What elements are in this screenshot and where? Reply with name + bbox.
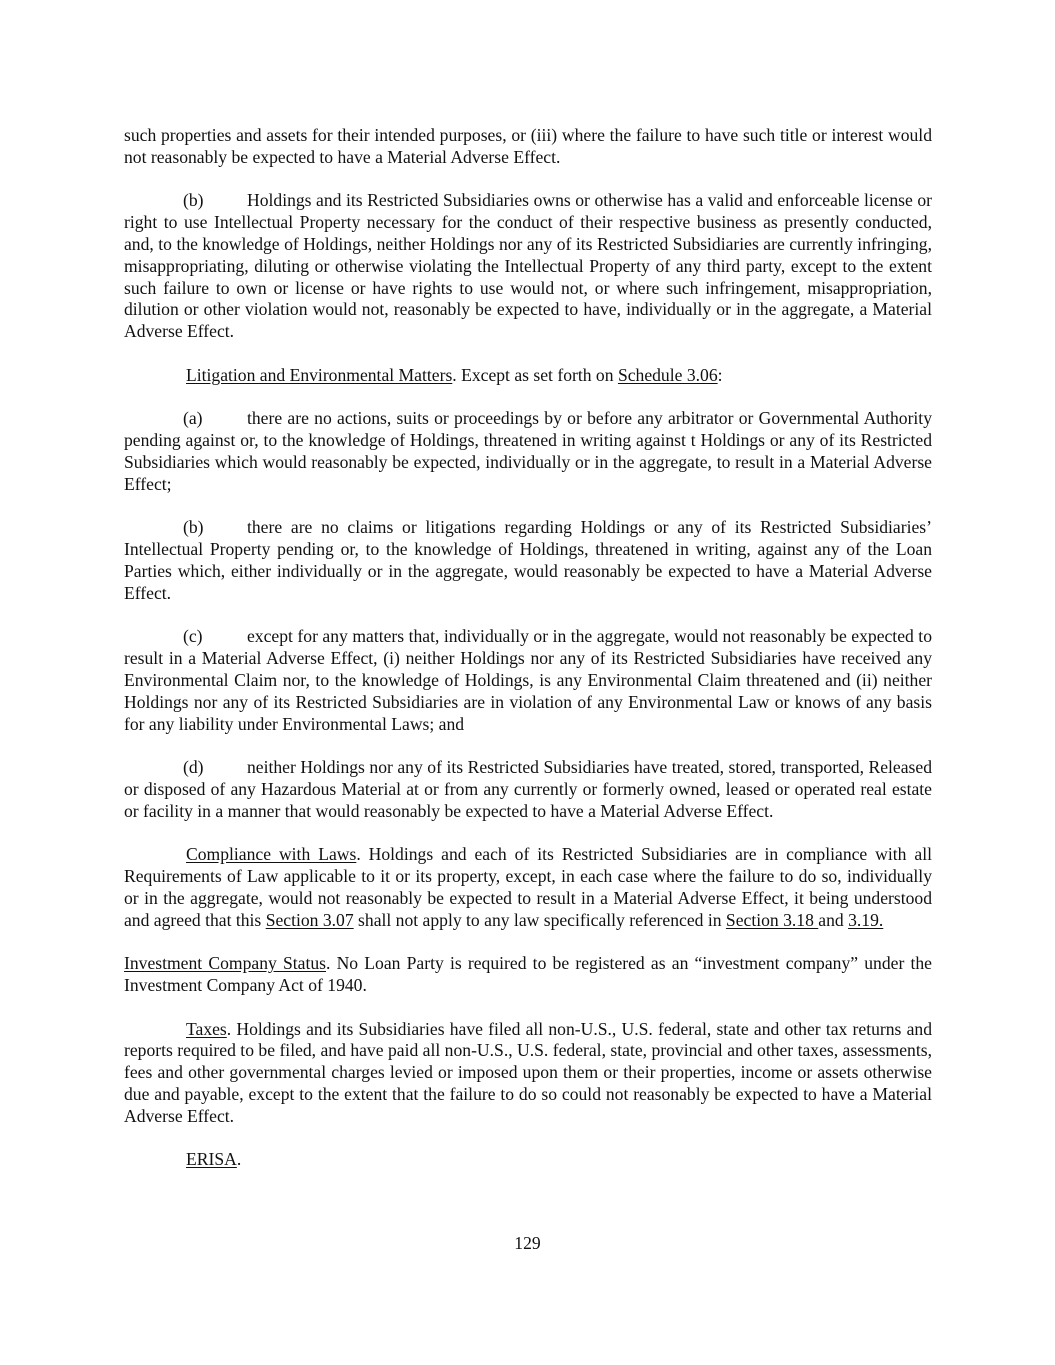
taxes-section: Taxes. Holdings and its Subsidiaries have filed all non-U.S., U.S. federal, state and other tax returns and reports required to be filed, and have paid all non-U.S., U.S. federal, state, provincial and other taxes, assessments, fees and other governmental charges levied or imposed upon them or their properties, income or assets otherwise due and payable, except to the extent that the failure to do so could not reasonably be expected to have a Material Adverse Effect. <box>124 1018 932 1126</box>
page-number: 129 <box>514 1233 541 1253</box>
section-reference: Section 3.07 <box>265 909 354 930</box>
litigation-clause-d <box>124 757 932 822</box>
litigation-clause-c <box>124 626 932 735</box>
section-reference: 3.19. <box>848 909 884 930</box>
litigation-section: Litigation and Environmental Matters. Except as set forth on Schedule 3.06: <box>186 364 723 385</box>
clause-label: (b) <box>183 190 204 211</box>
erisa-section: ERISA. <box>186 1149 242 1170</box>
intellectual-property-clause-b <box>124 190 932 343</box>
continuation-paragraph: such properties and assets for their intended purposes, or (iii) where the failure to have such title or interest would not reasonably be expected to have a Material Adverse Effect. <box>124 125 932 167</box>
document-body <box>124 125 932 1193</box>
clause-text: except for any matters that, individually or in the aggregate, would not reasonably be expected to result in a Material Adverse Effect, (i) neither Holdings nor any of its Restricted Subsidiaries have received any Environmental Claim nor, to the knowledge of Holdings, is any Environmental Claim threatened and (ii) neither Holdings nor any of its Restricted Subsidiaries are in violation of any Environmental Law or knows of any basis for any liability under Environmental Laws; and <box>124 626 932 734</box>
clause-text: neither Holdings nor any of its Restricted Subsidiaries have treated, stored, transported, Released or disposed of any Hazardous Material at or from any currently or formerly owned, leased or operated real estate or facility in a manner that would reasonably be expected to have a Material Adverse Effect. <box>124 757 932 821</box>
litigation-clause-b <box>124 517 932 604</box>
compliance-section: Compliance with Laws. Holdings and each of its Restricted Subsidiaries are in compliance with all Requirements of Law applicable to it or its property, except, in each case where the failure to do so, individually or in the aggregate, would not reasonably be expected to result in a Material Adverse Effect, it being understood and agreed that this Section 3.07 shall not apply to any law specifically referenced in Section 3.18 and 3.19. <box>124 844 932 930</box>
clause-text: there are no claims or litigations regarding Holdings or any of its Restricted Subsidiaries’ Intellectual Property pending or, to the knowledge of Holdings, threatened in writing, against any of the Loan Parties which, either individually or in the aggregate, would reasonably be expected to have a Material Adverse Effect. <box>124 517 932 603</box>
section-heading: Taxes <box>186 1018 227 1039</box>
investment-company-section: Investment Company Status. No Loan Party is required to be registered as an “investment company” under the Investment Company Act of 1940. <box>124 953 932 996</box>
section-heading: Compliance with Laws <box>186 844 357 865</box>
litigation-clause-a <box>124 408 932 495</box>
section-heading: Litigation and Environmental Matters <box>186 364 453 385</box>
clause-label: (c) <box>183 626 203 647</box>
clause-label: (d) <box>183 757 204 778</box>
clause-label: (a) <box>183 408 203 429</box>
clause-text: Holdings and its Restricted Subsidiaries owns or otherwise has a valid and enforceable license or right to use Intellectual Property necessary for the conduct of their respective business as presently conducted, and, to the knowledge of Holdings, neither Holdings nor any of its Restricted Subsidiaries are currently infringing, misappropriating, diluting or otherwise violating the Intellectual Property of any third party, except to the extent such failure to own or license or have rights to use would not, or where such infringement, misappropriation, dilution or other violation would not, reasonably be expected to have, individually or in the aggregate, a Material Adverse Effect. <box>124 190 932 342</box>
section-heading: Investment Company Status <box>124 953 326 974</box>
clause-text: there are no actions, suits or proceedings by or before any arbitrator or Governmental Authority pending against or, to the knowledge of Holdings, threatened in writing against t Holdings or any of its Restricted Subsidiaries which would reasonably be expected, individually or in the aggregate, to result in a Material Adverse Effect; <box>124 408 932 494</box>
clause-label: (b) <box>183 517 204 538</box>
section-reference: Section 3.18 <box>725 909 819 930</box>
section-heading: ERISA <box>186 1149 237 1170</box>
schedule-reference: Schedule 3.06 <box>617 364 718 385</box>
